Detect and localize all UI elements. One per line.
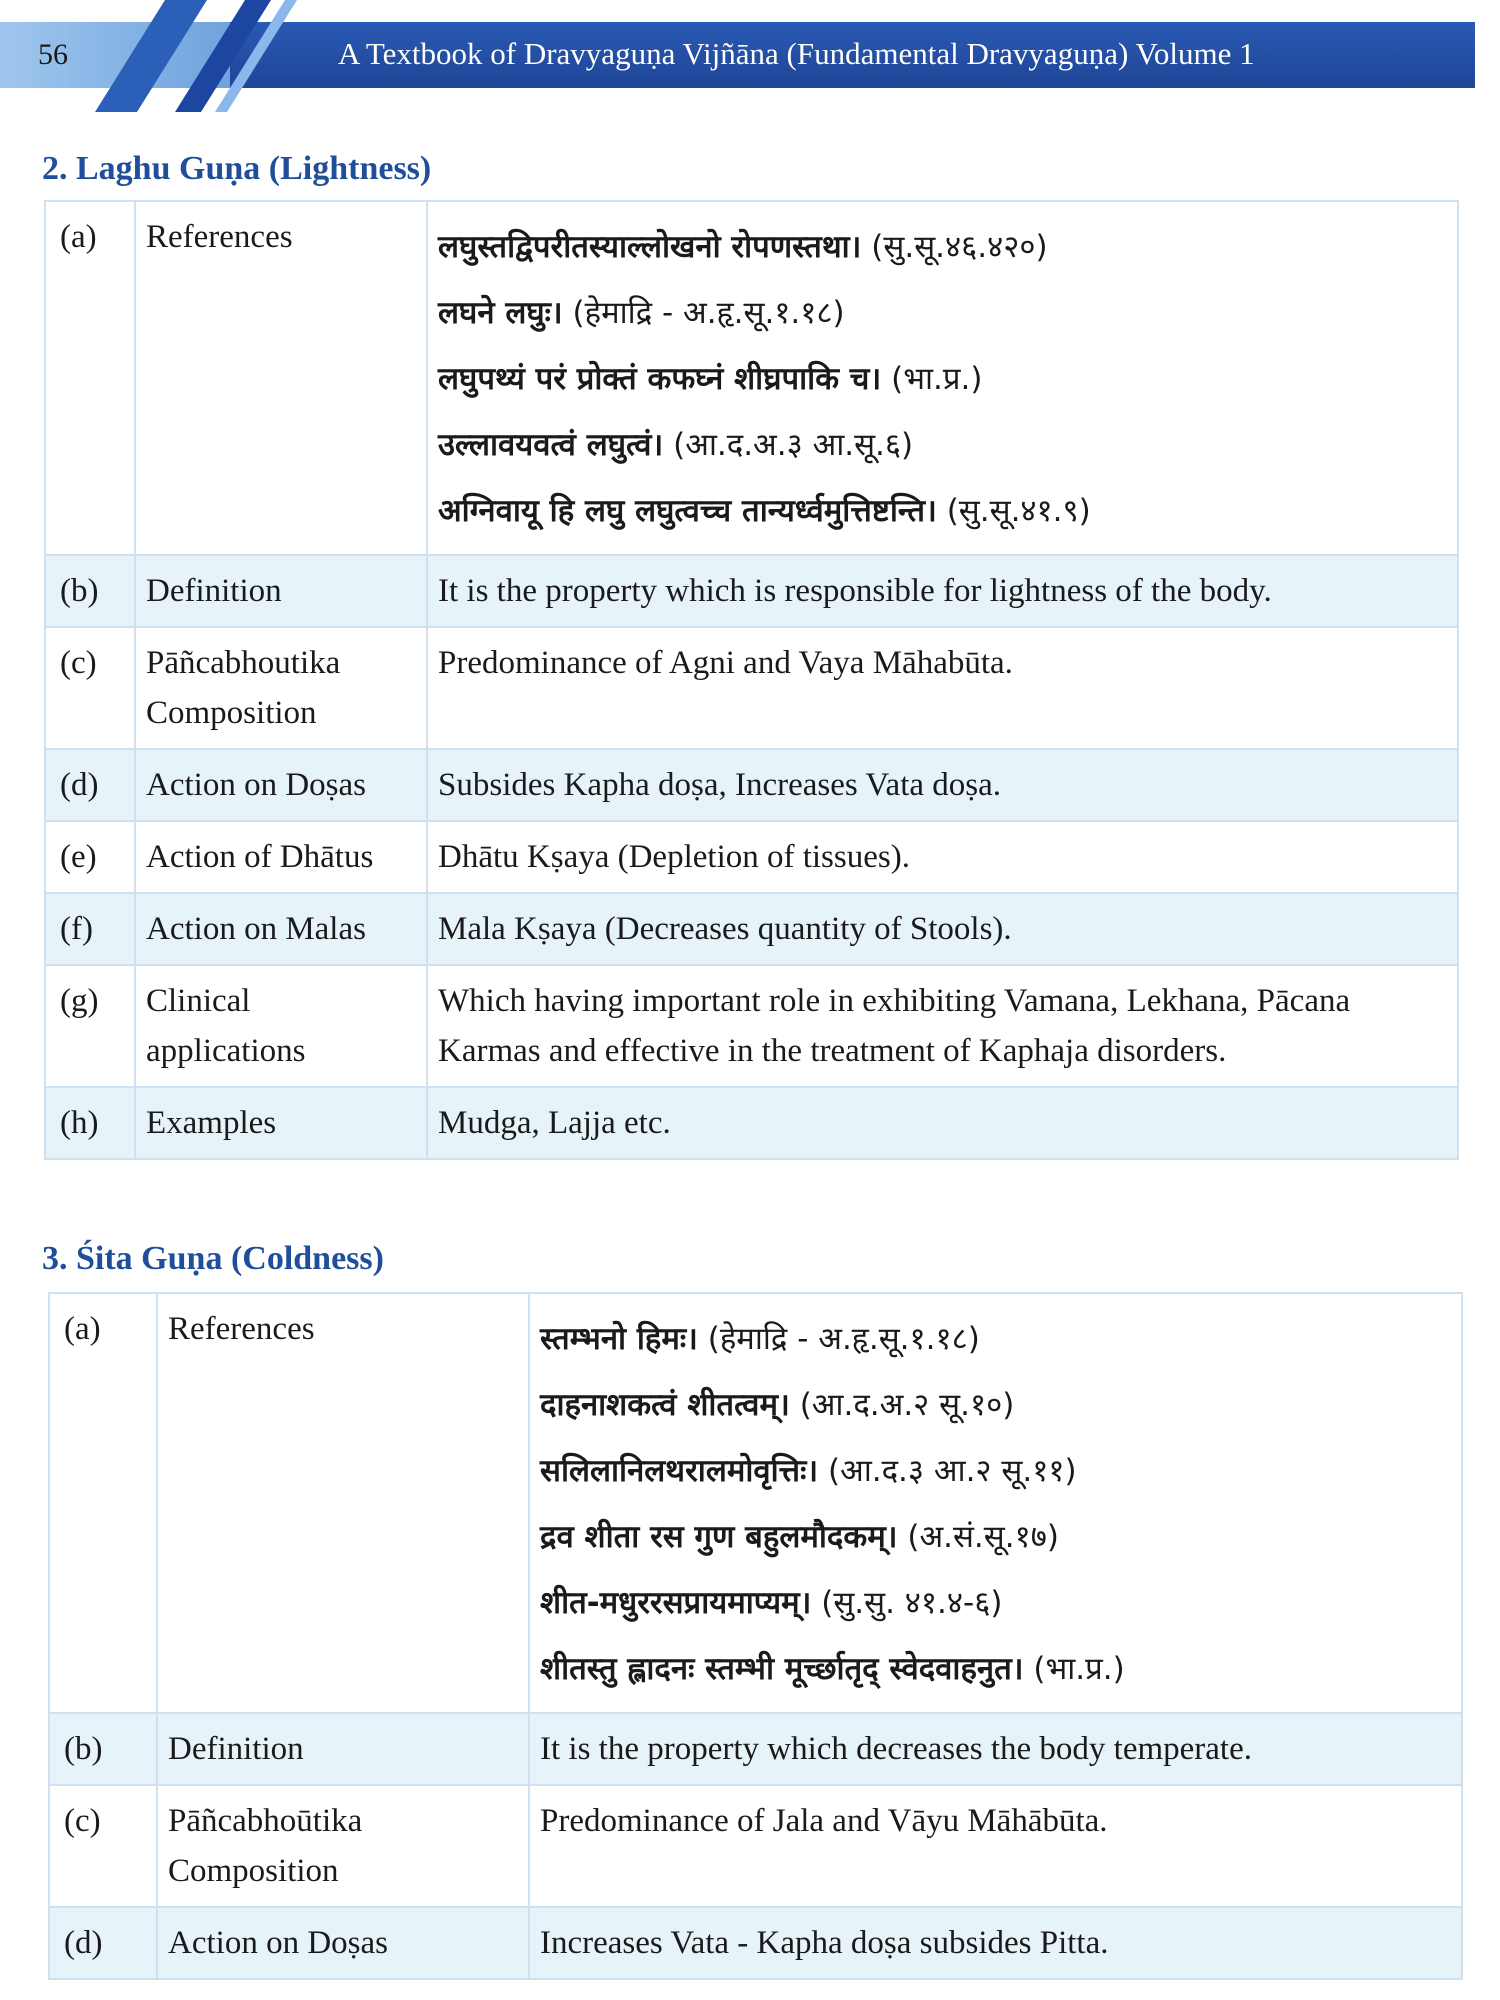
row-label: Action on Doṣas bbox=[157, 1907, 529, 1979]
reference-line: द्रव शीता रस गुण बहुलमौदकम्। (अ.सं.सू.१७) bbox=[540, 1519, 1059, 1555]
reference-line: लघने लघुः। (हेमाद्रि - अ.हृ.सू.१.१८) bbox=[438, 295, 845, 331]
table-row bbox=[45, 1087, 1458, 1159]
reference-line: लघुपथ्यं परं प्रोक्तं कफघ्नं शीघ्रपाकि च। (भा.प्र.) bbox=[438, 361, 983, 397]
table-row bbox=[49, 1785, 1462, 1907]
row-label: Definition bbox=[157, 1713, 529, 1785]
table-row bbox=[49, 1293, 1462, 1713]
row-letter: (f) bbox=[45, 893, 135, 965]
sita-guna-table bbox=[48, 1292, 1463, 1980]
row-letter: (b) bbox=[45, 555, 135, 627]
reference-line: अग्निवायू हि लघु लघुत्वच्च तान्यर्ध्वमुत्तिष्टन्ति। (सु.सू.४१.९) bbox=[438, 493, 1091, 529]
row-label: Examples bbox=[135, 1087, 427, 1159]
reference-line: शीत-मधुररसप्रायमाप्यम्। (सु.सु. ४१.४-६) bbox=[540, 1585, 1003, 1621]
row-label: Pāñcabhoūtika Composition bbox=[157, 1785, 529, 1907]
table-row bbox=[49, 1713, 1462, 1785]
row-value: Mala Kṣaya (Decreases quantity of Stools). bbox=[427, 893, 1458, 965]
row-value: Subsides Kapha doṣa, Increases Vata doṣa. bbox=[427, 749, 1458, 821]
reference-line: स्तम्भनो हिमः। (हेमाद्रि - अ.हृ.सू.१.१८) bbox=[540, 1321, 980, 1357]
reference-line: लघुस्तद्विपरीतस्याल्लोखनो रोपणस्तथा। (सु.सू.४६.४२०) bbox=[438, 229, 1048, 265]
row-value: Predominance of Jala and Vāyu Māhābūta. bbox=[529, 1785, 1462, 1907]
row-letter: (d) bbox=[49, 1907, 157, 1979]
references-cell bbox=[427, 201, 1458, 555]
references-cell bbox=[529, 1293, 1462, 1713]
row-label: References bbox=[135, 201, 427, 555]
section-heading-laghu: 2. Laghu Guṇa (Lightness) bbox=[42, 150, 432, 187]
row-label: Action on Malas bbox=[135, 893, 427, 965]
row-letter: (e) bbox=[45, 821, 135, 893]
row-value: It is the property which decreases the body temperate. bbox=[529, 1713, 1462, 1785]
row-letter: (c) bbox=[49, 1785, 157, 1907]
reference-line: उल्लावयवत्वं लघुत्वं। (आ.द.अ.३ आ.सू.६) bbox=[438, 427, 914, 463]
row-letter: (g) bbox=[45, 965, 135, 1087]
row-letter: (h) bbox=[45, 1087, 135, 1159]
row-value: Dhātu Kṣaya (Depletion of tissues). bbox=[427, 821, 1458, 893]
table-row bbox=[45, 749, 1458, 821]
table-row bbox=[45, 821, 1458, 893]
table-row bbox=[49, 1907, 1462, 1979]
row-letter: (d) bbox=[45, 749, 135, 821]
page-header bbox=[0, 0, 1500, 112]
row-value: It is the property which is responsible for lightness of the body. bbox=[427, 555, 1458, 627]
laghu-guna-table bbox=[44, 200, 1459, 1160]
row-letter: (b) bbox=[49, 1713, 157, 1785]
row-label: Definition bbox=[135, 555, 427, 627]
row-letter: (a) bbox=[45, 201, 135, 555]
table-row bbox=[45, 893, 1458, 965]
row-value: Mudga, Lajja etc. bbox=[427, 1087, 1458, 1159]
reference-line: सलिलानिलथरालमोवृत्तिः। (आ.द.३ आ.२ सू.११) bbox=[540, 1453, 1077, 1489]
row-label: References bbox=[157, 1293, 529, 1713]
row-letter: (a) bbox=[49, 1293, 157, 1713]
reference-line: शीतस्तु ह्लादनः स्तम्भी मूर्च्छातृद् स्वेदवाहनुत। (भा.प्र.) bbox=[540, 1651, 1125, 1687]
row-label: Clinical applications bbox=[135, 965, 427, 1087]
row-label: Action on Doṣas bbox=[135, 749, 427, 821]
row-value: Predominance of Agni and Vaya Māhabūta. bbox=[427, 627, 1458, 749]
table-row bbox=[45, 201, 1458, 555]
row-letter: (c) bbox=[45, 627, 135, 749]
table-row bbox=[45, 965, 1458, 1087]
running-title: A Textbook of Dravyaguṇa Vijñāna (Fundamental Dravyaguṇa) Volume 1 bbox=[338, 36, 1255, 71]
page-number: 56 bbox=[38, 38, 68, 71]
section-heading-sita: 3. Śita Guṇa (Coldness) bbox=[42, 1240, 384, 1277]
reference-line: दाहनाशकत्वं शीतत्वम्। (आ.द.अ.२ सू.१०) bbox=[540, 1387, 1015, 1423]
row-label: Action of Dhātus bbox=[135, 821, 427, 893]
table-row bbox=[45, 627, 1458, 749]
table-row bbox=[45, 555, 1458, 627]
row-value: Increases Vata - Kapha doṣa subsides Pitta. bbox=[529, 1907, 1462, 1979]
row-value: Which having important role in exhibiting Vamana, Lekhana, Pācana Karmas and effective in the treatment of Kaphaja disorders. bbox=[427, 965, 1458, 1087]
row-label: Pāñcabhoutika Composition bbox=[135, 627, 427, 749]
